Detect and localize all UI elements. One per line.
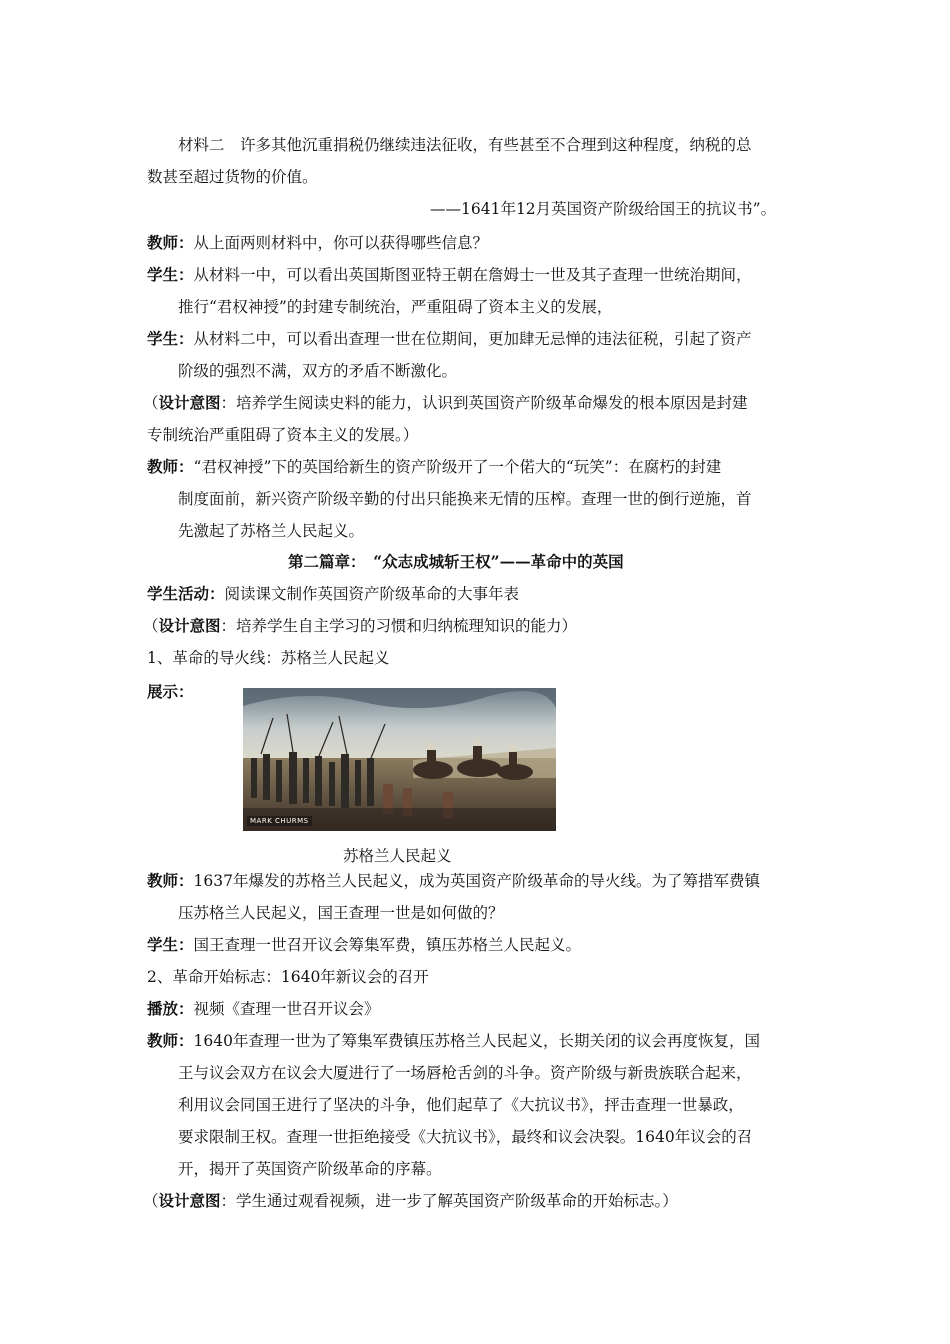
play-video: 播放：视频《查理一世召开议会》 [147, 999, 380, 1018]
teacher-statement-1-line-2: 制度面前，新兴资产阶级辛勤的付出只能换来无情的压榨。查理一世的倒行逆施，首 [178, 490, 752, 508]
material-two-source: ——1641年12月英国资产阶级给国王的抗议书”。 [430, 200, 777, 218]
design-intent-3: （设计意图：学生通过观看视频，进一步了解英国资产阶级革命的开始标志。） [143, 1191, 678, 1210]
teacher-statement-3-line-4: 要求限制王权。查理一世拒绝接受《大抗议书》，最终和议会决裂。1640年议会的召 [178, 1128, 753, 1146]
design-intent-2: （设计意图：培养学生自主学习的习惯和归纳梳理知识的能力） [143, 616, 578, 635]
student-answer-1-line-1: 学生：从材料一中，可以看出英国斯图亚特王朝在詹姆士一世及其子查理一世统治期间， [147, 265, 752, 284]
student-answer-1-line-2: 推行“君权神授”的封建专制统治，严重阻碍了资本主义的发展， [178, 298, 613, 316]
scottish-uprising-painting [243, 688, 556, 831]
painting-caption: 苏格兰人民起义 [343, 847, 452, 865]
teacher-statement-3-line-2: 王与议会双方在议会大厦进行了一场唇枪舌剑的斗争。资产阶级与新贵族联合起来， [178, 1064, 752, 1082]
student-activity: 学生活动：阅读课文制作英国资产阶级革命的大事年表 [147, 584, 520, 603]
design-intent-1-line-2: 专制统治严重阻碍了资本主义的发展。） [147, 426, 419, 444]
teacher-statement-3-line-1: 教师：1640年查理一世为了筹集军费镇压苏格兰人民起义，长期关闭的议会再度恢复，国 [147, 1031, 760, 1050]
section-2-heading: 2、革命开始标志：1640年新议会的召开 [147, 968, 429, 986]
material-two-line-1: 材料二 许多其他沉重捐税仍继续违法征收，有些甚至不合理到这种程度，纳税的总 [178, 136, 752, 154]
painting-graphic [243, 688, 556, 831]
teacher-statement-2-line-1: 教师：1637年爆发的苏格兰人民起义，成为英国资产阶级革命的导火线。为了筹措军费镇 [147, 871, 760, 890]
design-intent-1-line-1: （设计意图：培养学生阅读史料的能力，认识到英国资产阶级革命爆发的根本原因是封建 [143, 393, 748, 412]
painting-watermark: MARK CHURMS [247, 816, 312, 826]
teacher-statement-2-line-2: 压苏格兰人民起义，国王查理一世是如何做的？ [178, 904, 504, 922]
teacher-statement-1-line-1: 教师：“君权神授”下的英国给新生的资产阶级开了一个偌大的“玩笑”：在腐朽的封建 [147, 457, 722, 476]
section-1-heading: 1、革命的导火线：苏格兰人民起义 [147, 649, 390, 667]
student-answer-2-line-2: 阶级的强烈不满，双方的矛盾不断激化。 [178, 362, 458, 380]
student-answer-2-line-1: 学生：从材料二中，可以看出查理一世在位期间，更加肆无忌惮的违法征税，引起了资产 [147, 329, 752, 348]
teacher-statement-3-line-3: 利用议会同国王进行了坚决的斗争，他们起草了《大抗议书》，抨击查理一世暴政， [178, 1096, 744, 1114]
show-label: 展示： [147, 682, 194, 701]
teacher-statement-1-line-3: 先激起了苏格兰人民起义。 [178, 522, 365, 540]
student-answer-3: 学生：国王查理一世召开议会筹集军费，镇压苏格兰人民起义。 [147, 935, 582, 954]
chapter-two-heading: 第二篇章： “众志成城斩王权”——革命中的英国 [288, 552, 624, 571]
teacher-question-1: 教师：从上面两则材料中，你可以获得哪些信息？ [147, 233, 489, 252]
material-two-line-2: 数甚至超过货物的价值。 [147, 168, 318, 186]
teacher-statement-3-line-5: 开，揭开了英国资产阶级革命的序幕。 [178, 1160, 442, 1178]
